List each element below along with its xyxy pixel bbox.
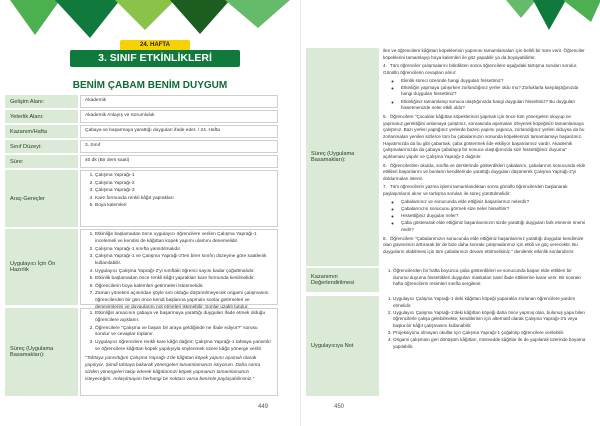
activity-title: BENİM ÇABAM BENİM DUYGUM: [72, 80, 228, 91]
step-text: Öğrencilere "Çabalarımızın sonucunda elde ettiğimiz başarılarımız yarattığı duygular kendimize olan güvenimizi arttırarak bir de bize daha sonraki çalışmalarımız için etkili ve güç verecektir. Bu duyguların olabilmesi için tüm çabalarınızı devam ettirmelisiniz." denilerek etkinlik sonlandırılır.: [383, 235, 584, 254]
tool-item: 2. Çalışma Yaprağı-2: [95, 181, 273, 188]
process-item: 3. Uygulayıcı öğrencilere renkli kare kâğıt dağıtır, Çalışma Yaprağı-1 tahtaya yansıtılır ve öğrencilere kâğıttan köpek yapılışıyla söylenmek üzere kâğıt yönerge verilir.: [95, 340, 273, 354]
step-number: 7.: [383, 184, 387, 190]
process-step: [383, 184, 588, 233]
prep-item: 3. Çalışma Yaprağı-1 ve Çalışma Yaprağı-3'ten birer sınıfın düzeyine göre saatlenik kullanılabilir.: [95, 254, 273, 268]
row-value: 3. Sınıf: [80, 140, 278, 153]
step-text: Öğrencilerden okulda, sınıfta ve derslerinde gösterdikleri çabalarını, çabalarının sonucunda elde ettikleri başarılarını ve bunların kendilerinde yarattığı duyguları düşünerek Çalışma Yaprağı-2'yi doldurmaları istenir.: [383, 162, 586, 181]
step-sub-item: ◦ Hissettiğiniz duygular neler?: [401, 213, 588, 220]
process-step: [383, 163, 588, 183]
page-number-left: 449: [258, 404, 269, 410]
prep-item: 2. Çalışma Yaprağı-1 sınıfta yansıtılmalıdır.: [95, 247, 273, 254]
decorative-triangles-right: [301, 0, 600, 40]
prep-value: [80, 229, 278, 311]
step-sub-item: ◦ Etkinliğiniz tamamlanıp sonuca ulaştığınızda hangi duyguları hissettiniz? Bu duyguları hissetmenizde neler etkili oldu?: [401, 99, 588, 112]
right-process-content: [383, 48, 588, 256]
row-label: Yeterlik Alanı:: [5, 110, 78, 123]
tool-item: 3. Çalışma Yaprağı-3: [95, 188, 273, 195]
row-value: 40 dk (Bir ders saati): [80, 155, 278, 168]
tool-item: 1. Çalışma Yaprağı-1: [95, 173, 273, 180]
process-step: [383, 236, 588, 256]
tools-value: [80, 170, 278, 227]
prep-item: 6. Öğrencilerin boya kalemleri getirmeleri istenmelidir.: [95, 284, 273, 291]
activity-header: [70, 40, 240, 68]
note-item: 1. Uygulayıcı Çalışma Yaprağı-1 deki kâğıttan köpeği yaparakla zorlanan öğrencilere yardım etmelidir.: [393, 296, 588, 309]
prep-label: Uygulayıcı İçin Ön Hazırlık: [5, 229, 78, 305]
step-sub-item: ◦ Ekinlik süreci üzerinde hangi duyguları hissettiniz?: [401, 78, 588, 85]
row-label: Gelişim Alanı:: [5, 95, 78, 108]
note-item: 2. Uygulayıcı Çalışma Yaprağı-1'deki kâğıttan köpeği daha önce yapmış olan, bulunuş yapa bilen öğrencilerle çalışa gelebilmekte; kendilerinin için alternatif olarak Çalışma Yaprağı-3'ü veya başka bir kâğıt çalışmasını kullanabilir.: [393, 310, 588, 330]
step-number: 4.: [383, 63, 387, 69]
tools-label: Araç-Gereçler: [5, 170, 78, 227]
step-number: 8.: [383, 235, 387, 241]
page-number-right: 450: [334, 404, 345, 410]
prep-item: 1. Etkinliğe başlamadan önce uygulayıcı öğrencilere verilen Çalışma Yaprağı-1 incelemeli ve kendisi de kâğıttan kopek yapımı ulamını denemelidir.: [95, 232, 273, 246]
row-label: Süre:: [5, 155, 78, 168]
header-title: 3. SINIF ETKİNLİKLERİ: [70, 50, 240, 67]
step-number: 5.: [383, 113, 387, 119]
note-label: Uygulayıcıya Not: [306, 296, 379, 396]
tool-item: 5. Boya kalemleri: [95, 203, 273, 210]
process-intro: ilen ve öğrencilere kâğıttan köpeklerinin yapımını tamamlamaları için belirli bir süre verir. Öğrenciler köpeklerini tamamlayıp boya kalemleri ile göz yapabilir ya da boyayabilirler.: [383, 48, 585, 60]
note-item: 3. Projeksiyonu olmayan okullar için Çalışma Yaprağı-1 çoğaltılıp öğrencilere verilebilir.: [393, 330, 588, 337]
eval-item: 1. Öğrencilerden bir hafta boyunca çaba gösterdikleri ve sonucunda başarı elde ettikleri bir durumu duyuma hissettikleri duyguları maskaları nasıl ifade ettiklerine karar verir. Bir sonraki hafta öğrencilerin resimleri sınıfta sergilenir.: [393, 268, 588, 288]
process-step: [383, 63, 588, 112]
eval-content: [383, 268, 588, 288]
process-note: "Tahtaya yansıttığım Çalışma Yaprağı-1'de kâğıttan köpek yapımı aşamalı olarak yapılıyor. Şimdi tahtaya bakarak yönergeleri tamamlamanızı istiyorum. Daha sonra sizden yönergeleri takip ederek kâğıtlarınızı köpek yapmanızı tamamlamanızı isteyeceğim. Anlaşılmayan herhangi bir noktası varsa benimle paylaşabilirsiniz.": [85, 355, 261, 382]
step-text: Tüm öğrenciler çalışmalarını bitirdikten sonra öğrencilere aşağıdaki tartışma soruları sorulur. Gönüllü öğrencilerin cevapları alınır:: [383, 63, 578, 75]
process-label: Süreç (Uygulama Basamakları):: [5, 308, 78, 396]
right-page: [300, 0, 600, 426]
step-sub-item: ◦ Çabalarınızın sonucunu görmek size neler hissettirir?: [401, 206, 588, 213]
note-content: [383, 296, 588, 351]
tool-item: 4. Kare formunda renkli kâğıt yaprakları: [95, 196, 273, 203]
row-label: Sınıf Düzeyi:: [5, 140, 78, 153]
eval-label: Kazanımın Değerlendirilmesi: [306, 268, 379, 292]
step-sub-item: ◦ Çabalamınız ve sonucunda elde ettiğiniz başarılarınız nelerdir?: [401, 199, 588, 206]
prep-item: 7. Zaman yönetimi açısından şöyle sını olduğu düşünülmeyecek origami çalışmasını öğrencilerden bir gün önce kendi başlarına yapmalıı sonlar getirmeleri ve deneyimlerini ve duygularını not etmeleri istenebilir. Sonlar uzaklı tutulur.: [95, 291, 273, 312]
week-badge: 24. HAFTA: [120, 40, 190, 51]
step-text: Tüm öğrencilerin yazma işlemi tamamlandıktan sonra gönüllü öğrencilerden başlanarak paylaşımların alınır ve tartışma soruları ile süreç yürütülmelidir:: [383, 184, 568, 197]
row-value: Çabaya ve başarmaya yarattığı duyguları ifade eder. / 24. Hafta: [80, 125, 278, 138]
row-value: Akademik Anlayış ve Sorumluluk: [80, 110, 278, 123]
row-label: Kazanım/Hafta: [5, 125, 78, 138]
row-value: Akademik: [80, 95, 278, 108]
process-step: [383, 114, 588, 161]
note-item: 4. Origami çalışması geri dönüşüm kâğıtları, müsvedde kâğıtlar ile de yapılarak üzerinde boyama yapılabilir.: [393, 337, 588, 350]
step-sub-item: ◦ Etkinliğin yapmaya çalışırken zorlandığınız yerler oldu mu? Zorluklarla karşılaştığınızda hangi duyguları hissettiniz?: [401, 85, 588, 98]
process-item: 2. Öğrencilere "Çalışma ve başarı bir araya geldiğinde ne ifade ediyor?" sorusu sorulur ve cevaplar toplanır.: [95, 326, 273, 340]
process-value: [80, 308, 278, 396]
decorative-triangles: [0, 0, 300, 40]
right-process-label: Süreç (Uygulama Basamakları):: [306, 48, 379, 266]
prep-item: 5. Etkinlik başlamadan önce renkli kâğıt yaprakları kare formunda kesilmelidir.: [95, 276, 273, 283]
step-text: Öğrencilere "Çocuklar kâğıttan köpeklerinizi yapmak için önce tüm yönergeleri okuyup ne yapmanız gerektiğini anlamaya çalıştınız, sonrasında aşamaları izleyerek köpeğinizi tamamlamaya çalıştınız. Bazı yerleri yaptığınız yerlerde bazen yapımı yapınca, zorlandığınız yerleri olduysa da bu zorlanmaları yenilen sizlerce tüm bu çabalarınızın sonunda köpeklerinizi tamamlamayı başardınız. Hayatımızda da bu gibi çabamak, çaba göstermek ilde etkiliyor başarılarınız vardır. Akademik çalışmalarımızda da çabaya çabalayıp bir sonuca ulaştığımızda sizi! hissettiğimiz duyumu" açıklaması yapılır ve Çalışma Yaprağı-2 dağıtılır.: [383, 113, 585, 159]
prep-item: 4. Uygulayıcı Çalışma Yaprağı-2'yi sınıftaki öğrenci sayısı kadar çoğaltmalıdır.: [95, 269, 273, 276]
step-number: 6.: [383, 162, 387, 168]
step-sub-item: ◦ Çaba gösterarak elde ettiğimiz başarılarımızın sizde yarattığı duyguları fark etmenin önemi nedir?: [401, 220, 588, 233]
process-item: 1. Etkinliğin amacının çabaya ve başarmaya yarattığı duyguları ifade etmek olduğu öğrencilere açıklanır.: [95, 311, 273, 325]
